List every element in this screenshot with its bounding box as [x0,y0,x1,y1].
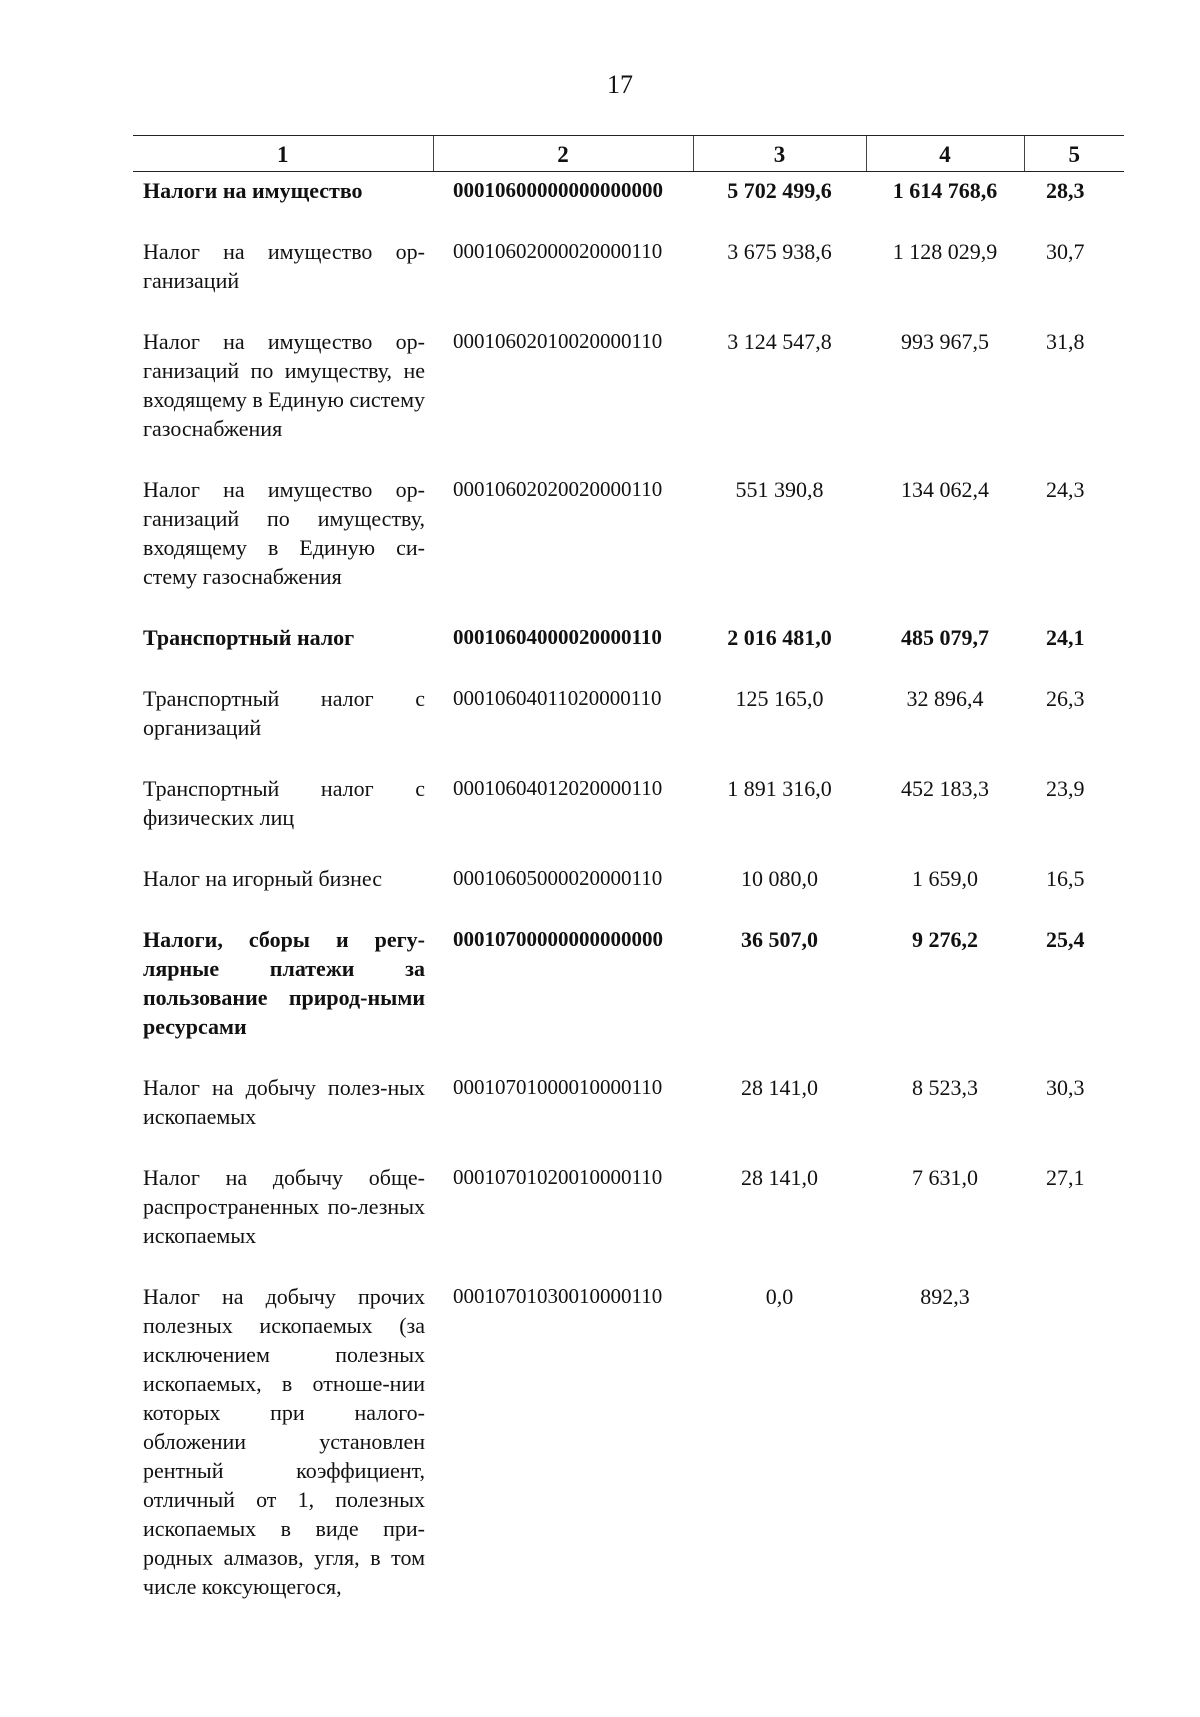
table-row [133,684,1124,774]
row-plan-cell: 2 016 481,0 [727,625,832,650]
row-percent-cell: 31,8 [1046,329,1085,354]
table-row [133,623,1124,684]
row-name-cell: Налог на добычу полез-ных ископаемых [143,1075,425,1129]
row-percent-cell: 27,1 [1046,1165,1085,1190]
row-actual-cell: 8 523,3 [912,1075,978,1100]
column-header-1: 1 [133,136,433,172]
table-row [133,1282,1124,1601]
row-actual-cell: 452 183,3 [901,776,989,801]
row-name-cell: Налоги, сборы и регу-лярные платежи за пользование природ-ными ресурсами [143,927,425,1039]
row-plan-cell: 10 080,0 [741,866,818,891]
row-percent-cell: 16,5 [1046,866,1085,891]
table-body [133,172,1124,1602]
row-code-cell: 00010600000000000000 [453,178,663,202]
row-plan-cell: 551 390,8 [735,477,824,502]
row-name-cell: Налог на имущество ор-ганизаций [143,239,425,293]
row-actual-cell: 1 128 029,9 [892,239,998,264]
row-plan-cell: 0,0 [765,1284,794,1309]
table-row [133,327,1124,475]
table-row [133,237,1124,327]
row-percent-cell: 30,7 [1046,239,1085,264]
row-actual-cell: 1 614 768,6 [892,178,998,203]
row-code-cell: 00010602000020000110 [453,239,663,263]
row-plan-cell: 5 702 499,6 [727,178,832,203]
row-actual-cell: 1 659,0 [912,866,978,891]
row-plan-cell: 28 141,0 [741,1165,818,1190]
budget-table [133,135,1124,1601]
row-actual-cell: 32 896,4 [906,686,984,711]
row-plan-cell: 3 675 938,6 [727,239,832,264]
row-name-cell: Налог на имущество ор-ганизаций по имуществу, входящему в Единую си-стему газоснабжения [143,477,425,589]
row-plan-cell: 3 124 547,8 [727,329,832,354]
row-code-cell: 00010701000010000110 [453,1075,663,1099]
row-percent-cell: 24,3 [1046,477,1085,502]
table-row [133,475,1124,623]
row-percent-cell: 24,1 [1046,625,1085,650]
row-name-cell: Транспортный налог с организаций [143,686,425,740]
row-plan-cell: 28 141,0 [741,1075,818,1100]
row-plan-cell: 1 891 316,0 [727,776,832,801]
table-row [133,172,1124,238]
row-actual-cell: 485 079,7 [901,625,989,650]
row-percent-cell [1024,1282,1124,1601]
row-code-cell: 00010701020010000110 [453,1165,663,1189]
table-row [133,864,1124,925]
column-header-5: 5 [1024,136,1124,172]
table-header-row [133,136,1124,172]
row-percent-cell: 26,3 [1046,686,1085,711]
table-row [133,1073,1124,1163]
table-row [133,1163,1124,1282]
row-code-cell: 00010604012020000110 [453,776,663,800]
row-actual-cell: 9 276,2 [912,927,978,952]
column-header-4: 4 [866,136,1024,172]
table-row [133,925,1124,1073]
row-name-cell: Налог на добычу обще-распространенных по-лезных ископаемых [143,1165,425,1248]
row-plan-cell: 36 507,0 [741,927,818,952]
row-code-cell: 00010700000000000000 [453,927,663,951]
row-code-cell: 00010701030010000110 [453,1284,663,1308]
row-actual-cell: 993 967,5 [901,329,989,354]
row-percent-cell: 30,3 [1046,1075,1085,1100]
row-actual-cell: 892,3 [920,1284,970,1309]
column-header-3: 3 [693,136,866,172]
table-row [133,774,1124,864]
column-header-2: 2 [433,136,693,172]
row-name-cell: Транспортный налог [143,625,355,650]
row-code-cell: 00010604000020000110 [453,625,662,649]
row-percent-cell: 28,3 [1046,178,1085,203]
row-name-cell: Налог на имущество ор-ганизаций по имуществу, не входящему в Единую систему газоснабжения [143,329,425,441]
row-name-cell: Налоги на имущество [143,178,363,203]
row-name-cell: Налог на добычу прочих полезных ископаемых (за исключением полезных ископаемых, в отноше-нии которых при налого-обложении установлен рентный коэффициент, отличный от 1, полезных ископаемых в виде при-родных алмазов, угля, в том числе коксующегося, [143,1284,425,1599]
row-percent-cell: 25,4 [1046,927,1085,952]
row-plan-cell: 125 165,0 [735,686,824,711]
row-name-cell: Налог на игорный бизнес [143,866,382,891]
row-code-cell: 00010605000020000110 [453,866,663,890]
row-actual-cell: 134 062,4 [901,477,989,502]
row-code-cell: 00010602010020000110 [453,329,663,353]
row-code-cell: 00010604011020000110 [453,686,662,710]
row-name-cell: Транспортный налог с физических лиц [143,776,425,830]
page-number: 17 [607,70,633,99]
row-code-cell: 00010602020020000110 [453,477,663,501]
row-percent-cell: 23,9 [1046,776,1085,801]
row-actual-cell: 7 631,0 [912,1165,978,1190]
